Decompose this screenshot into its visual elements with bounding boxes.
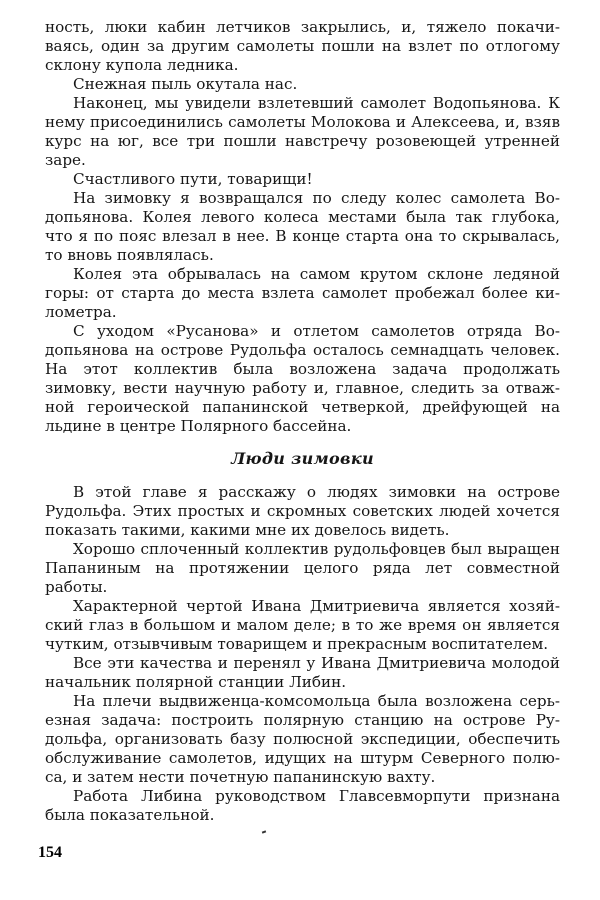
paragraph-snow-dust: Снежная пыль окутала нас. bbox=[73, 75, 298, 93]
paragraph-track-end: Колея эта обрывалась на самом крутом склоне ледяной горы: от старта до места взлета самолет пробежал более километра. bbox=[45, 265, 560, 321]
paragraph-papanin-traits: Характерной чертой Ивана Дмитриевича является хозяйский глаз в большом и малом деле; в то же время он является чутким, отзывчивым товарищем и прекрасным воспитателем. bbox=[45, 597, 560, 653]
paragraph-task: На плечи выдвиженца-комсомольца была возложена серьезная задача: построить полярную станцию на острове Рудольфа, организовать базу полюсной экспедиции, обеспечить обслуживание самолетов, идущих на штурм Северного полюса, и затем нести почетную папанинскую вахту. bbox=[45, 692, 560, 786]
paragraph-continuation: ность, люки кабин летчиков закрылись, и, тяжело покачиваясь, один за другим самолеты пошли на взлет по отлогому склону купола ледника. bbox=[45, 18, 560, 74]
paragraph-wheel-track: На зимовку я возвращался по следу колес самолета Водопьянова. Колея левого колеса местами была так глубока, что я по пояс влезал в нее. В конце старта она то скрывалась, то вновь появлялась. bbox=[45, 189, 560, 264]
paragraph-farewell: Счастливого пути, товарищи! bbox=[73, 170, 313, 188]
paragraph-recognition: Работа Либина руководством Главсевморпути признана была показательной. bbox=[45, 787, 560, 824]
paragraph-collective: Хорошо сплоченный коллектив рудольфовцев был выращен Папаниным на протяжении целого ряда лет совместной работы. bbox=[45, 540, 560, 596]
paragraph-remaining-crew: С уходом «Русанова» и отлетом самолетов отряда Водопьянова на острове Рудольфа осталось семнадцать человек. На этот коллектив была возложена задача продолжать зимовку, вести научную работу и, главное, следить за отважной героической папанинской четверкой, дрейфующей на льдине в центре Полярного бассейна. bbox=[45, 322, 560, 435]
page-number: 154 bbox=[38, 844, 62, 861]
paragraph-takeoff: Наконец, мы увидели взлетевший самолет Водопьянова. К нему присоединились самолеты Молокова и Алексеева, и, взяв курс на юг, все три пошли навстречу розовеющей утренней заре. bbox=[45, 94, 560, 169]
paragraph-libin: Все эти качества и перенял у Ивана Дмитриевича молодой начальник полярной станции Либин. bbox=[45, 654, 560, 691]
section-heading: Люди зимовки bbox=[231, 449, 374, 468]
paragraph-chapter-intro: В этой главе я расскажу о людях зимовки на острове Рудольфа. Этих простых и скромных советских людей хочется показать такими, какими мне их довелось видеть. bbox=[45, 483, 560, 539]
